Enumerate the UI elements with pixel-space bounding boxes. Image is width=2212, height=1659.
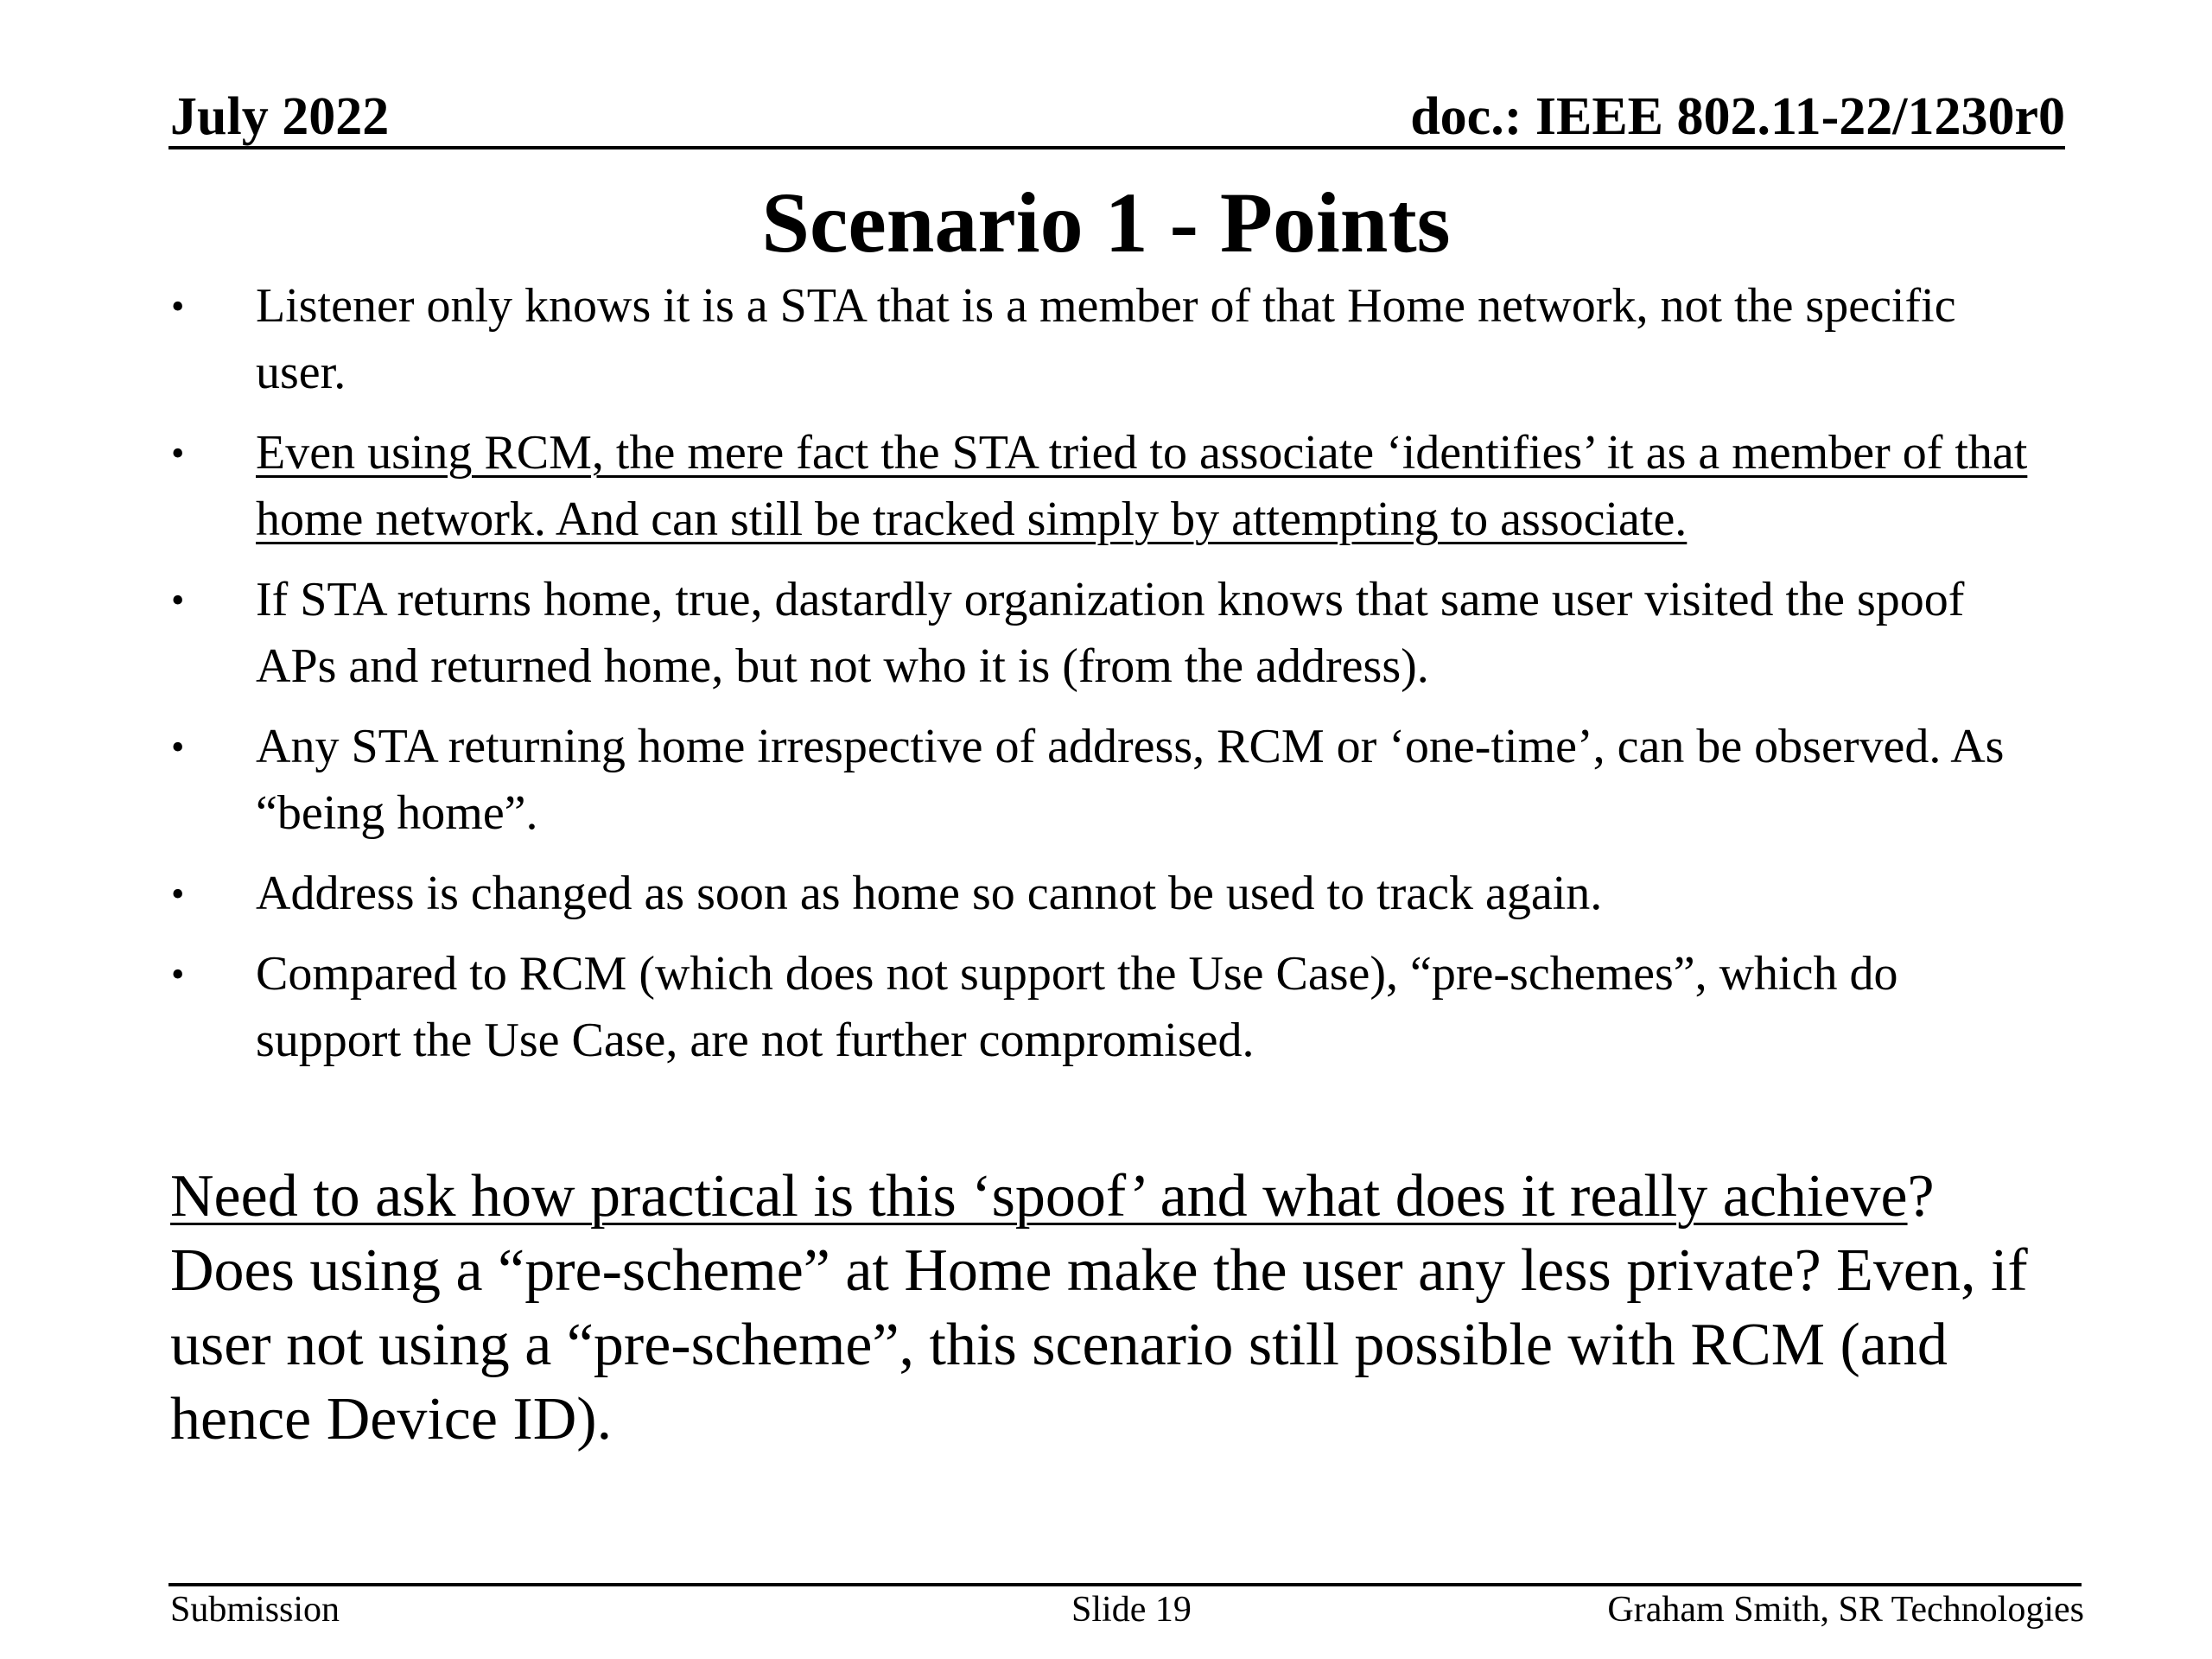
bullet-text: Even using RCM, the mere fact the STA tried to associate ‘identifies’ it as a member of that home network. And can still be tracked simply by attempting to associate. bbox=[256, 426, 2028, 546]
bullet-item bbox=[164, 714, 2039, 847]
footer-submission: Submission bbox=[170, 1590, 340, 1630]
bullet-list bbox=[164, 273, 2039, 1088]
header-divider bbox=[168, 146, 2065, 149]
footer-author: Graham Smith, SR Technologies bbox=[1607, 1590, 2084, 1630]
bullet-text: Any STA returning home irrespective of address, RCM or ‘one-time’, can be observed. As “being home”. bbox=[256, 720, 2005, 840]
bullet-text: Address is changed as soon as home so cannot be used to track again. bbox=[256, 867, 1603, 920]
bullet-item bbox=[164, 273, 2039, 406]
header-date: July 2022 bbox=[170, 87, 390, 146]
bullet-text: If STA returns home, true, dastardly organization knows that same user visited the spoof APs and returned home, but not who it is (from the address). bbox=[256, 573, 1965, 693]
bullet-item bbox=[164, 420, 2039, 553]
bullet-marker: • bbox=[171, 726, 185, 768]
bullet-marker: • bbox=[171, 953, 185, 995]
bullet-item bbox=[164, 567, 2039, 700]
bullet-marker: • bbox=[171, 873, 185, 915]
bullet-item bbox=[164, 941, 2039, 1074]
bullet-text: Listener only knows it is a STA that is a member of that Home network, not the specific user. bbox=[256, 279, 1956, 399]
header-doc-id: doc.: IEEE 802.11-22/1230r0 bbox=[1410, 87, 2065, 146]
bullet-text: Compared to RCM (which does not support the Use Case), “pre-schemes”, which do support the Use Case, are not further compromised. bbox=[256, 947, 1898, 1067]
bullet-marker: • bbox=[171, 432, 185, 474]
slide-title: Scenario 1 - Points bbox=[761, 175, 1451, 270]
bullet-marker: • bbox=[171, 579, 185, 621]
footer-slide-number: Slide 19 bbox=[1071, 1590, 1192, 1630]
bullet-item bbox=[164, 861, 2039, 927]
closing-text: ? Does using a “pre-scheme” at Home make the user any less private? Even, if user not using a “pre-scheme”, this scenario still possible with RCM (and hence Device ID). bbox=[170, 1163, 2028, 1452]
closing-paragraph bbox=[170, 1160, 2071, 1457]
closing-underlined-text: Need to ask how practical is this ‘spoof’ and what does it really achieve bbox=[170, 1163, 1908, 1230]
footer-divider bbox=[168, 1583, 2082, 1586]
bullet-marker: • bbox=[171, 285, 185, 327]
